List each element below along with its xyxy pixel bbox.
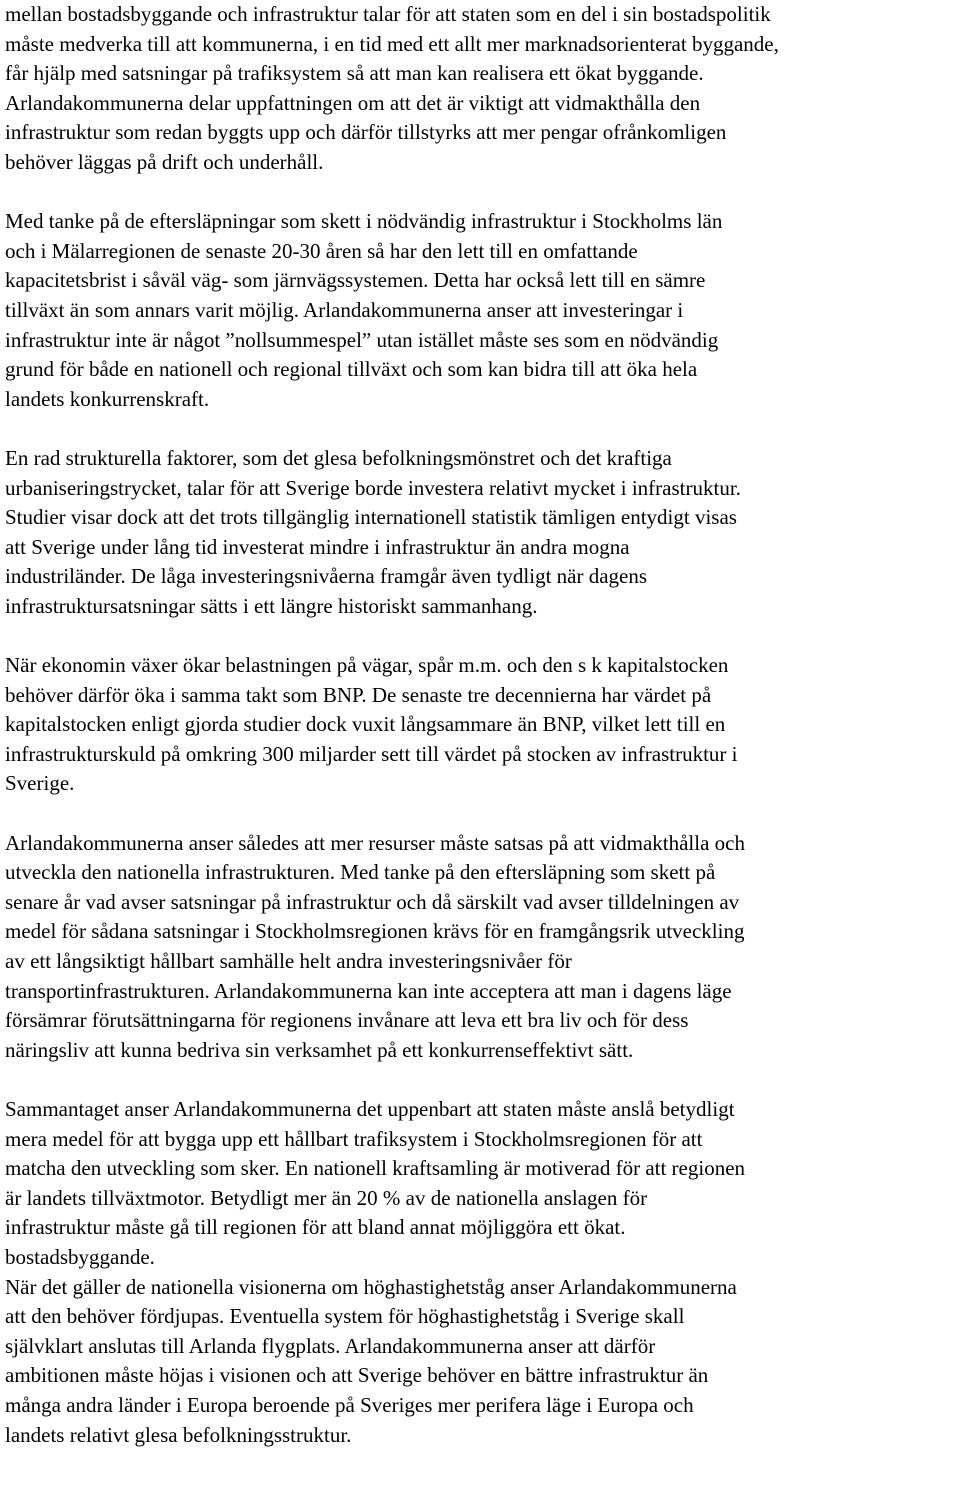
paragraph-structural-factors (5, 444, 957, 622)
text-line: När ekonomin växer ökar belastningen på vägar, spår m.m. och den s k kapitalstocken (5, 653, 729, 678)
paragraph-spacer (5, 178, 957, 208)
text-line: industriländer. De låga investeringsnivåerna framgår även tydligt när dagens (5, 564, 648, 589)
text-line: infrastruktursatsningar sätts i ett längre historiskt sammanhang. (5, 593, 538, 618)
paragraph-spacer (5, 621, 957, 651)
text-line: är landets tillväxtmotor. Betydligt mer än 20 % av de nationella anslagen för (5, 1185, 648, 1210)
text-line: behöver därför öka i samma takt som BNP. De senaste tre decennierna har värdet på (5, 682, 712, 707)
text-line: infrastruktur inte är något ”nollsummespel” utan istället måste ses som en nödvändig (5, 327, 719, 352)
text-line: grund för både en nationell och regional tillväxt och som kan bidra till att öka hela (5, 357, 698, 382)
text-line: infrastrukturskuld på omkring 300 miljarder sett till värdet på stocken av infrastruktur i (5, 741, 738, 766)
paragraph-housing-infrastructure (5, 0, 957, 89)
text-line: tillväxt än som annars varit möjlig. Arlandakommunerna anser att investeringar i (5, 297, 684, 322)
text-line: transportinfrastrukturen. Arlandakommunerna kan inte acceptera att man i dagens läge (5, 978, 732, 1003)
text-line: medel för sådana satsningar i Stockholmsregionen krävs för en framgångsrik utveckling (5, 919, 745, 944)
text-line: landets konkurrenskraft. (5, 386, 210, 411)
text-line: behöver läggas på drift och underhåll. (5, 149, 324, 174)
text-line: urbaniseringstrycket, talar för att Sverige borde investera relativt mycket i infrastruktur. (5, 475, 741, 500)
text-line: mellan bostadsbyggande och infrastruktur talar för att staten som en del i sin bostadspolitik (5, 2, 771, 26)
paragraph-summary-high-speed-rail (5, 1095, 957, 1450)
paragraph-spacer (5, 414, 957, 444)
paragraph-more-resources (5, 829, 957, 1066)
text-line: En rad strukturella faktorer, som det glesa befolkningsmönstret och det kraftiga (5, 445, 672, 470)
text-line: näringsliv att kunna bedriva sin verksamhet på ett konkurrenseffektivt sätt. (5, 1037, 634, 1062)
paragraph-capacity-shortage (5, 207, 957, 414)
text-line: Med tanke på de eftersläpningar som skett i nödvändig infrastruktur i Stockholms län (5, 209, 723, 234)
text-line: När det gäller de nationella visionerna om höghastighetståg anser Arlandakommunerna (5, 1274, 737, 1299)
text-line: Arlandakommunerna anser således att mer resurser måste satsas på att vidmakthålla och (5, 830, 745, 855)
paragraph-maintenance (5, 89, 957, 178)
text-line: senare år vad avser satsningar på infrastruktur och då särskilt vad avser tilldelningen av (5, 889, 740, 914)
text-line: matcha den utveckling som sker. En nationell kraftsamling är motiverad för att regionen (5, 1156, 746, 1181)
paragraph-capital-stock (5, 651, 957, 799)
text-line: att den behöver fördjupas. Eventuella system för höghastighetståg i Sverige skall (5, 1304, 685, 1329)
text-line: utveckla den nationella infrastrukturen. Med tanke på den eftersläpning som skett på (5, 860, 716, 885)
paragraph-spacer (5, 1065, 957, 1095)
text-line: att Sverige under lång tid investerat mindre i infrastruktur än andra mogna (5, 534, 630, 559)
text-line: landets relativt glesa befolkningsstruktur. (5, 1422, 352, 1447)
text-line: kapacitetsbrist i såväl väg- som järnvägssystemen. Detta har också lett till en sämre (5, 268, 706, 293)
text-line: ambitionen måste höjas i visionen och att Sverige behöver en bättre infrastruktur än (5, 1363, 709, 1388)
text-line: Studier visar dock att det trots tillgänglig internationell statistik tämligen entydigt visas (5, 505, 737, 530)
text-line: får hjälp med satsningar på trafiksystem så att man kan realisera ett ökat byggande. (5, 61, 704, 86)
text-line: Sverige. (5, 771, 75, 796)
text-line: kapitalstocken enligt gjorda studier dock vuxit långsammare än BNP, vilket lett till en (5, 712, 726, 737)
text-line: självklart anslutas till Arlanda flygplats. Arlandakommunerna anser att därför (5, 1333, 656, 1358)
text-line: bostadsbyggande. (5, 1244, 155, 1269)
text-line: Sammantaget anser Arlandakommunerna det uppenbart att staten måste anslå betydligt (5, 1096, 735, 1121)
text-line: och i Mälarregionen de senaste 20-30 åren så har den lett till en omfattande (5, 238, 638, 263)
document-page (5, 0, 957, 1450)
text-line: mera medel för att bygga upp ett hållbart trafiksystem i Stockholmsregionen för att (5, 1126, 703, 1151)
text-line: infrastruktur som redan byggts upp och därför tillstyrks att mer pengar ofrånkomligen (5, 120, 727, 145)
text-line: Arlandakommunerna delar uppfattningen om att det är viktigt att vidmakthålla den (5, 90, 701, 115)
text-line: många andra länder i Europa beroende på Sveriges mer perifera läge i Europa och (5, 1392, 694, 1417)
paragraph-spacer (5, 799, 957, 829)
text-line: av ett långsiktigt hållbart samhälle helt andra investeringsnivåer för (5, 949, 572, 973)
text-line: måste medverka till att kommunerna, i en tid med ett allt mer marknadsorienterat byggande, (5, 31, 779, 56)
text-line: försämrar förutsättningarna för regionens invånare att leva ett bra liv och för dess (5, 1008, 689, 1033)
text-line: infrastruktur måste gå till regionen för att bland annat möjliggöra ett ökat. (5, 1215, 626, 1240)
